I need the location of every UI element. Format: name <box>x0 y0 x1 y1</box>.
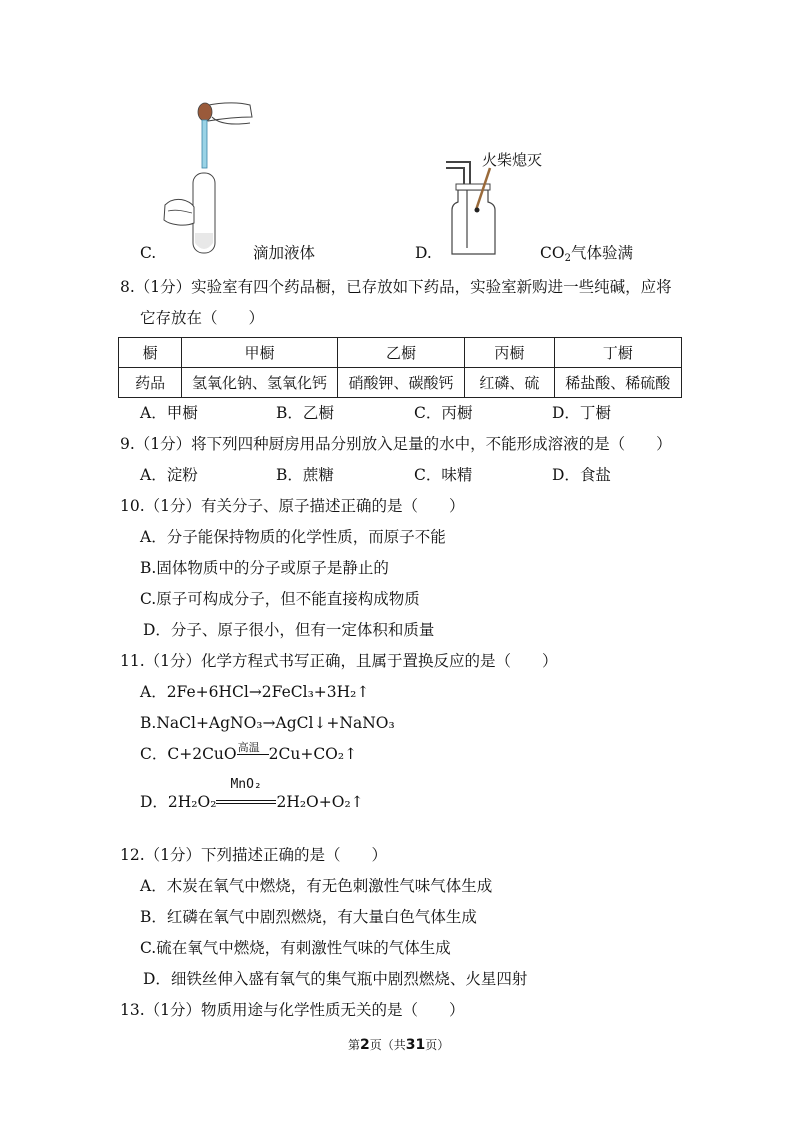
q9-option-c: C．味精 <box>414 466 473 484</box>
q8-option-d: D．丁橱 <box>552 404 611 422</box>
condition-arrow <box>216 777 276 812</box>
q11-stem: 11.（1分）化学方程式书写正确，且属于置换反应的是（ ） <box>120 652 558 670</box>
condition-text: MnO₂ <box>230 777 262 792</box>
table-cell: 橱 <box>119 338 182 368</box>
q10-stem: 10.（1分）有关分子、原子描述正确的是（ ） <box>120 497 465 515</box>
q10-option-d: D．分子、原子很小，但有一定体积和质量 <box>143 621 435 639</box>
q11-option-a: A．2Fe+6HCl→2FeCl₃+3H₂↑ <box>140 683 370 701</box>
page-footer <box>348 1036 449 1053</box>
cabinet-table <box>118 337 682 398</box>
q9-option-b: B．蔗糖 <box>276 466 334 484</box>
table-cell: 丙橱 <box>465 338 554 368</box>
q7-option-c-label: C. <box>140 244 157 262</box>
equals-line <box>216 800 276 801</box>
q11-option-d <box>140 777 364 812</box>
co2-caption-suffix: 气体验满 <box>570 244 633 262</box>
dropper-test-tube-figure <box>160 95 260 260</box>
table-cell: 乙橱 <box>337 338 464 368</box>
condition-text: 高温 <box>237 741 260 754</box>
q10-option-c: C.原子可构成分子，但不能直接构成物质 <box>140 590 420 608</box>
equation-right: 2H₂O+O₂↑ <box>276 793 364 811</box>
q8-option-a: A．甲橱 <box>140 404 198 422</box>
table-row <box>119 368 682 398</box>
page-total: 31 <box>405 1037 426 1053</box>
q8-stem-line2: 它存放在（ ） <box>140 309 265 327</box>
q12-option-d: D．细铁丝伸入盛有氧气的集气瓶中剧烈燃烧、火星四射 <box>143 970 528 988</box>
q11-option-b: B.NaCl+AgNO₃→AgCl↓+NaNO₃ <box>140 714 395 732</box>
q8-option-c: C．丙橱 <box>414 404 473 422</box>
table-cell: 红磷、硫 <box>465 368 554 398</box>
q7-option-d-label: D. <box>415 244 432 262</box>
q8-option-b: B．乙橱 <box>276 404 334 422</box>
table-cell: 稀盐酸、稀硫酸 <box>554 368 681 398</box>
footer-prefix: 第 <box>348 1038 361 1052</box>
q11-option-c <box>140 741 358 764</box>
q12-option-c: C.硫在氧气中燃烧，有刺激性气味的气体生成 <box>140 939 451 957</box>
q8-stem-line1: 8.（1分）实验室有四个药品橱，已存放如下药品，实验室新购进一些纯碱，应将 <box>120 278 672 296</box>
table-cell: 氢氧化钠、氢氧化钙 <box>182 368 338 398</box>
q13-stem: 13.（1分）物质用途与化学性质无关的是（ ） <box>120 1001 465 1019</box>
footer-suffix: 页） <box>425 1038 450 1052</box>
q9-option-a: A．淀粉 <box>140 466 198 484</box>
equation-left: D．2H₂O₂ <box>140 793 217 811</box>
figure-d-label: 火柴熄灭 <box>482 151 543 169</box>
equation-left: C．C+2CuO <box>140 745 237 763</box>
equals-line <box>216 803 276 804</box>
q7-option-d-caption <box>540 243 633 269</box>
equation-right: 2Cu+CO₂↑ <box>268 745 358 763</box>
q12-option-a: A．木炭在氧气中燃烧，有无色刺激性气味气体生成 <box>140 877 493 895</box>
q10-option-b: B.固体物质中的分子或原子是静止的 <box>140 559 389 577</box>
q12-option-b: B．红磷在氧气中剧烈燃烧，有大量白色气体生成 <box>140 908 477 926</box>
co2-text: CO <box>540 244 565 262</box>
q7-option-c-caption: 滴加液体 <box>253 244 316 262</box>
table-cell: 甲橱 <box>182 338 338 368</box>
q12-stem: 12.（1分）下列描述正确的是（ ） <box>120 846 388 864</box>
co2-subscript: 2 <box>564 253 571 264</box>
table-cell: 药品 <box>119 368 182 398</box>
table-header-row <box>119 338 682 368</box>
q10-option-a: A．分子能保持物质的化学性质，而原子不能 <box>140 528 446 546</box>
condition-arrow <box>237 741 269 764</box>
table-cell: 硝酸钾、碳酸钙 <box>337 368 464 398</box>
page-number: 2 <box>360 1037 370 1053</box>
footer-middle: 页（共 <box>369 1038 406 1052</box>
q9-option-d: D．食盐 <box>552 466 611 484</box>
q9-stem: 9.（1分）将下列四种厨房用品分别放入足量的水中，不能形成溶液的是（ ） <box>120 435 672 453</box>
arrow-line <box>237 754 269 755</box>
table-cell: 丁橱 <box>554 338 681 368</box>
